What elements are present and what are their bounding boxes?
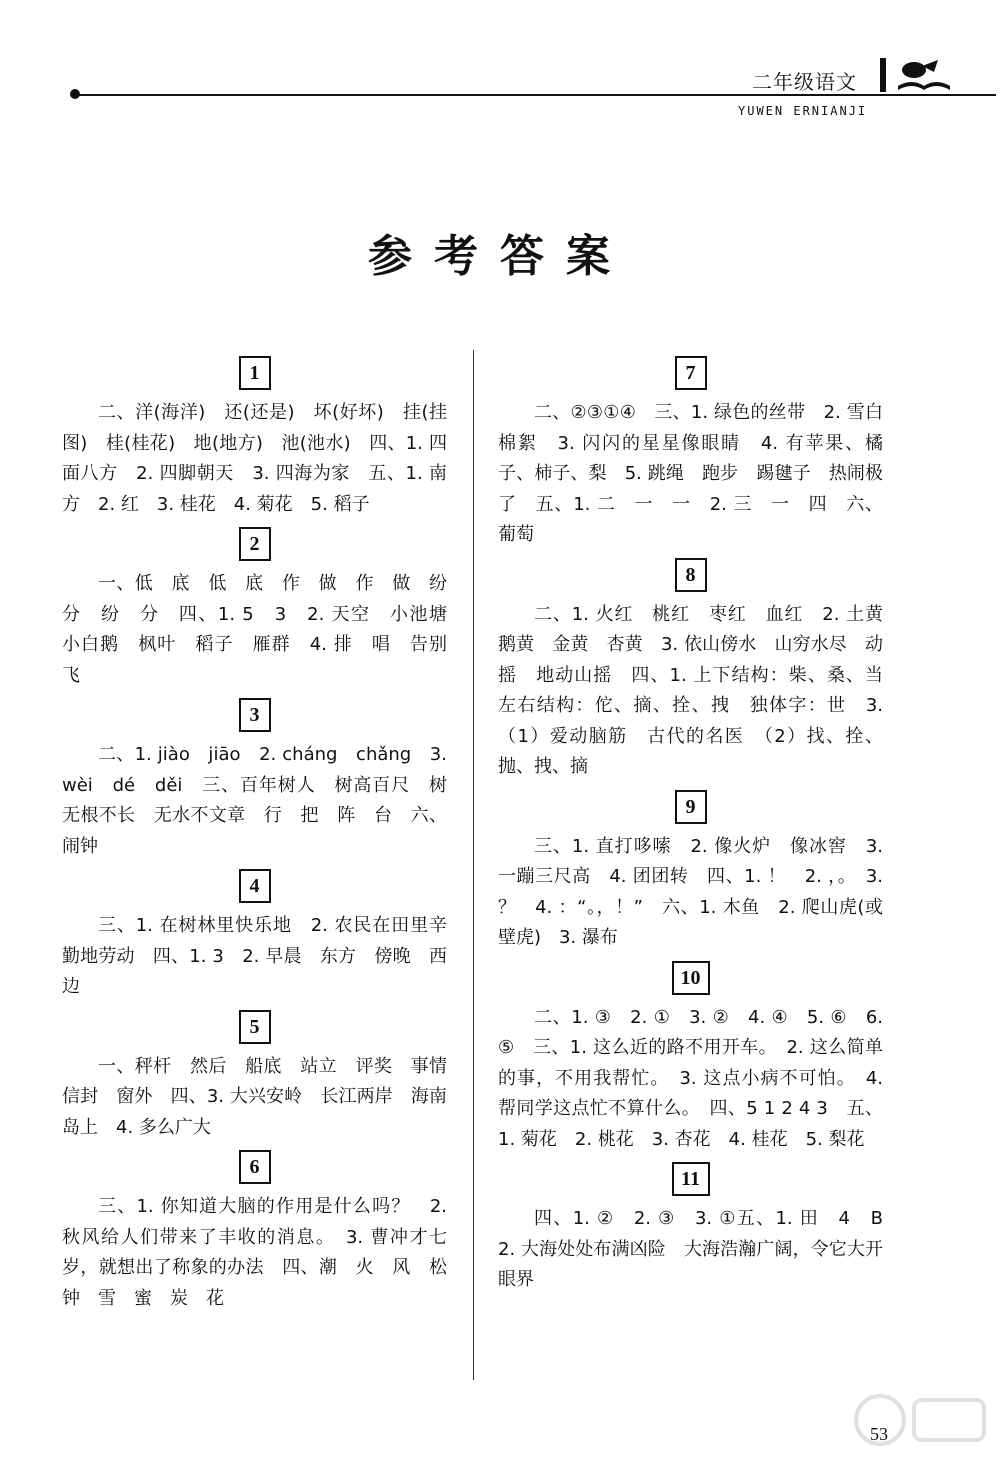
answer-section-5 <box>62 1010 465 1144</box>
header-subtitle: YUWEN ERNIANJI <box>738 104 868 118</box>
section-number: 3 <box>239 698 271 732</box>
section-text: 二、1. ③ 2. ① 3. ② 4. ④ 5. ⑥ 6. ⑤ 三、1. 这么近的路不用开车。 2. 这么简单的事，不用我帮忙。 3. 这点小病不可怕。 4. 帮同学这点忙不算什么。 四、5 1 2 4 3 五、1. 菊花 2. 桃花 3. 杏花 4. 桂花 5. 梨花 <box>498 1006 889 1150</box>
answer-section-6 <box>62 1150 465 1314</box>
answer-section-11 <box>498 1162 901 1296</box>
answer-section-7 <box>498 356 901 551</box>
answer-section-3 <box>62 698 453 862</box>
section-number: 7 <box>675 356 707 390</box>
section-number: 1 <box>239 356 271 390</box>
section-number: 2 <box>239 527 271 561</box>
section-number: 5 <box>239 1010 271 1044</box>
answer-section-8 <box>498 558 901 783</box>
page-number: 53 <box>870 1424 888 1444</box>
column-divider <box>473 350 474 1380</box>
section-text: 二、洋(海洋) 还(还是) 坏(好坏) 挂(挂图) 桂(桂花) 地(地方) 池(池水) 四、1. 四面八方 2. 四脚朝天 3. 四海为家 五、1. 南方 2. 红 3. 桂花 4. 菊花 5. 稻子 <box>62 402 447 515</box>
answer-section-1 <box>62 356 447 520</box>
section-text: 三、1. 在树林里快乐地 2. 农民在田里辛勤地劳动 四、1. 3 2. 早晨 东方 傍晚 西边 <box>62 915 447 997</box>
watermark-icon <box>840 1380 998 1464</box>
section-number: 11 <box>672 1162 710 1196</box>
header-title: 二年级语文 <box>752 70 857 94</box>
section-text: 三、1. 你知道大脑的作用是什么吗？ 2. 秋风给人们带来了丰收的消息。 3. 曹冲才七岁，就想出了称象的办法 四、潮 火 风 松 钟 雪 蜜 炭 花 <box>62 1196 465 1309</box>
section-number: 4 <box>239 869 271 903</box>
section-text: 一、秤杆 然后 船底 站立 评奖 事情 信封 窗外 四、3. 大兴安岭 长江两岸 海南岛上 4. 多么广大 <box>62 1055 465 1138</box>
header-rule <box>72 94 996 96</box>
section-number: 10 <box>672 961 710 995</box>
section-number: 8 <box>675 558 707 592</box>
left-column <box>62 356 465 1321</box>
section-text: 三、1. 直打哆嗦 2. 像火炉 像冰窖 3. 一蹦三尺高 4. 团团转 四、1. ！ 2. ，。 3. ？ 4. ：“。，！” 六、1. 木鱼 2. 爬山虎(或壁虎) 3. 瀑布 <box>498 835 889 948</box>
section-text: 二、1. 火红 桃红 枣红 血红 2. 土黄 鹅黄 金黄 杏黄 3. 依山傍水 山穷水尽 动摇 地动山摇 四、1. 上下结构：柴、桑、当 左右结构：佗、摘、拴、拽 独体字：世 3.（1）爱动脑筋 古代的名医 （2）找、拴、抛、拽、摘 <box>498 603 901 777</box>
section-text: 二、②③①④ 三、1. 绿色的丝带 2. 雪白 棉絮 3. 闪闪的星星像眼睛 4. 有苹果、橘子、柿子、梨 5. 跳绳 跑步 踢毽子 热闹极了 五、1. 二 一 一 2. 三 一 四 六、葡萄 <box>498 402 901 545</box>
section-text: 四、1. ② 2. ③ 3. ①五、1. 田 4 B 2. 大海处处布满凶险 大海浩瀚广阔，令它大开眼界 <box>498 1208 901 1290</box>
book-reader-icon <box>894 56 954 96</box>
section-number: 9 <box>675 790 707 824</box>
answer-section-2 <box>62 527 465 691</box>
section-number: 6 <box>239 1150 271 1184</box>
answer-section-10 <box>498 961 889 1156</box>
answer-section-4 <box>62 869 447 1003</box>
header-bar <box>880 58 886 92</box>
right-column <box>498 356 901 1303</box>
section-text: 一、低 底 低 底 作 做 作 做 纷 分 纷 分 四、1. 5 3 2. 天空 小池塘 小白鹅 枫叶 稻子 雁群 4. 排 唱 告别 飞 <box>62 573 465 686</box>
section-text: 二、1. jiào jiāo 2. cháng chǎng 3. wèi dé děi 三、百年树人 树高百尺 树无根不长 无水不文章 行 把 阵 台 六、闹钟 <box>62 744 453 857</box>
answer-section-9 <box>498 790 889 954</box>
page-title: 参考答案 <box>368 231 632 282</box>
